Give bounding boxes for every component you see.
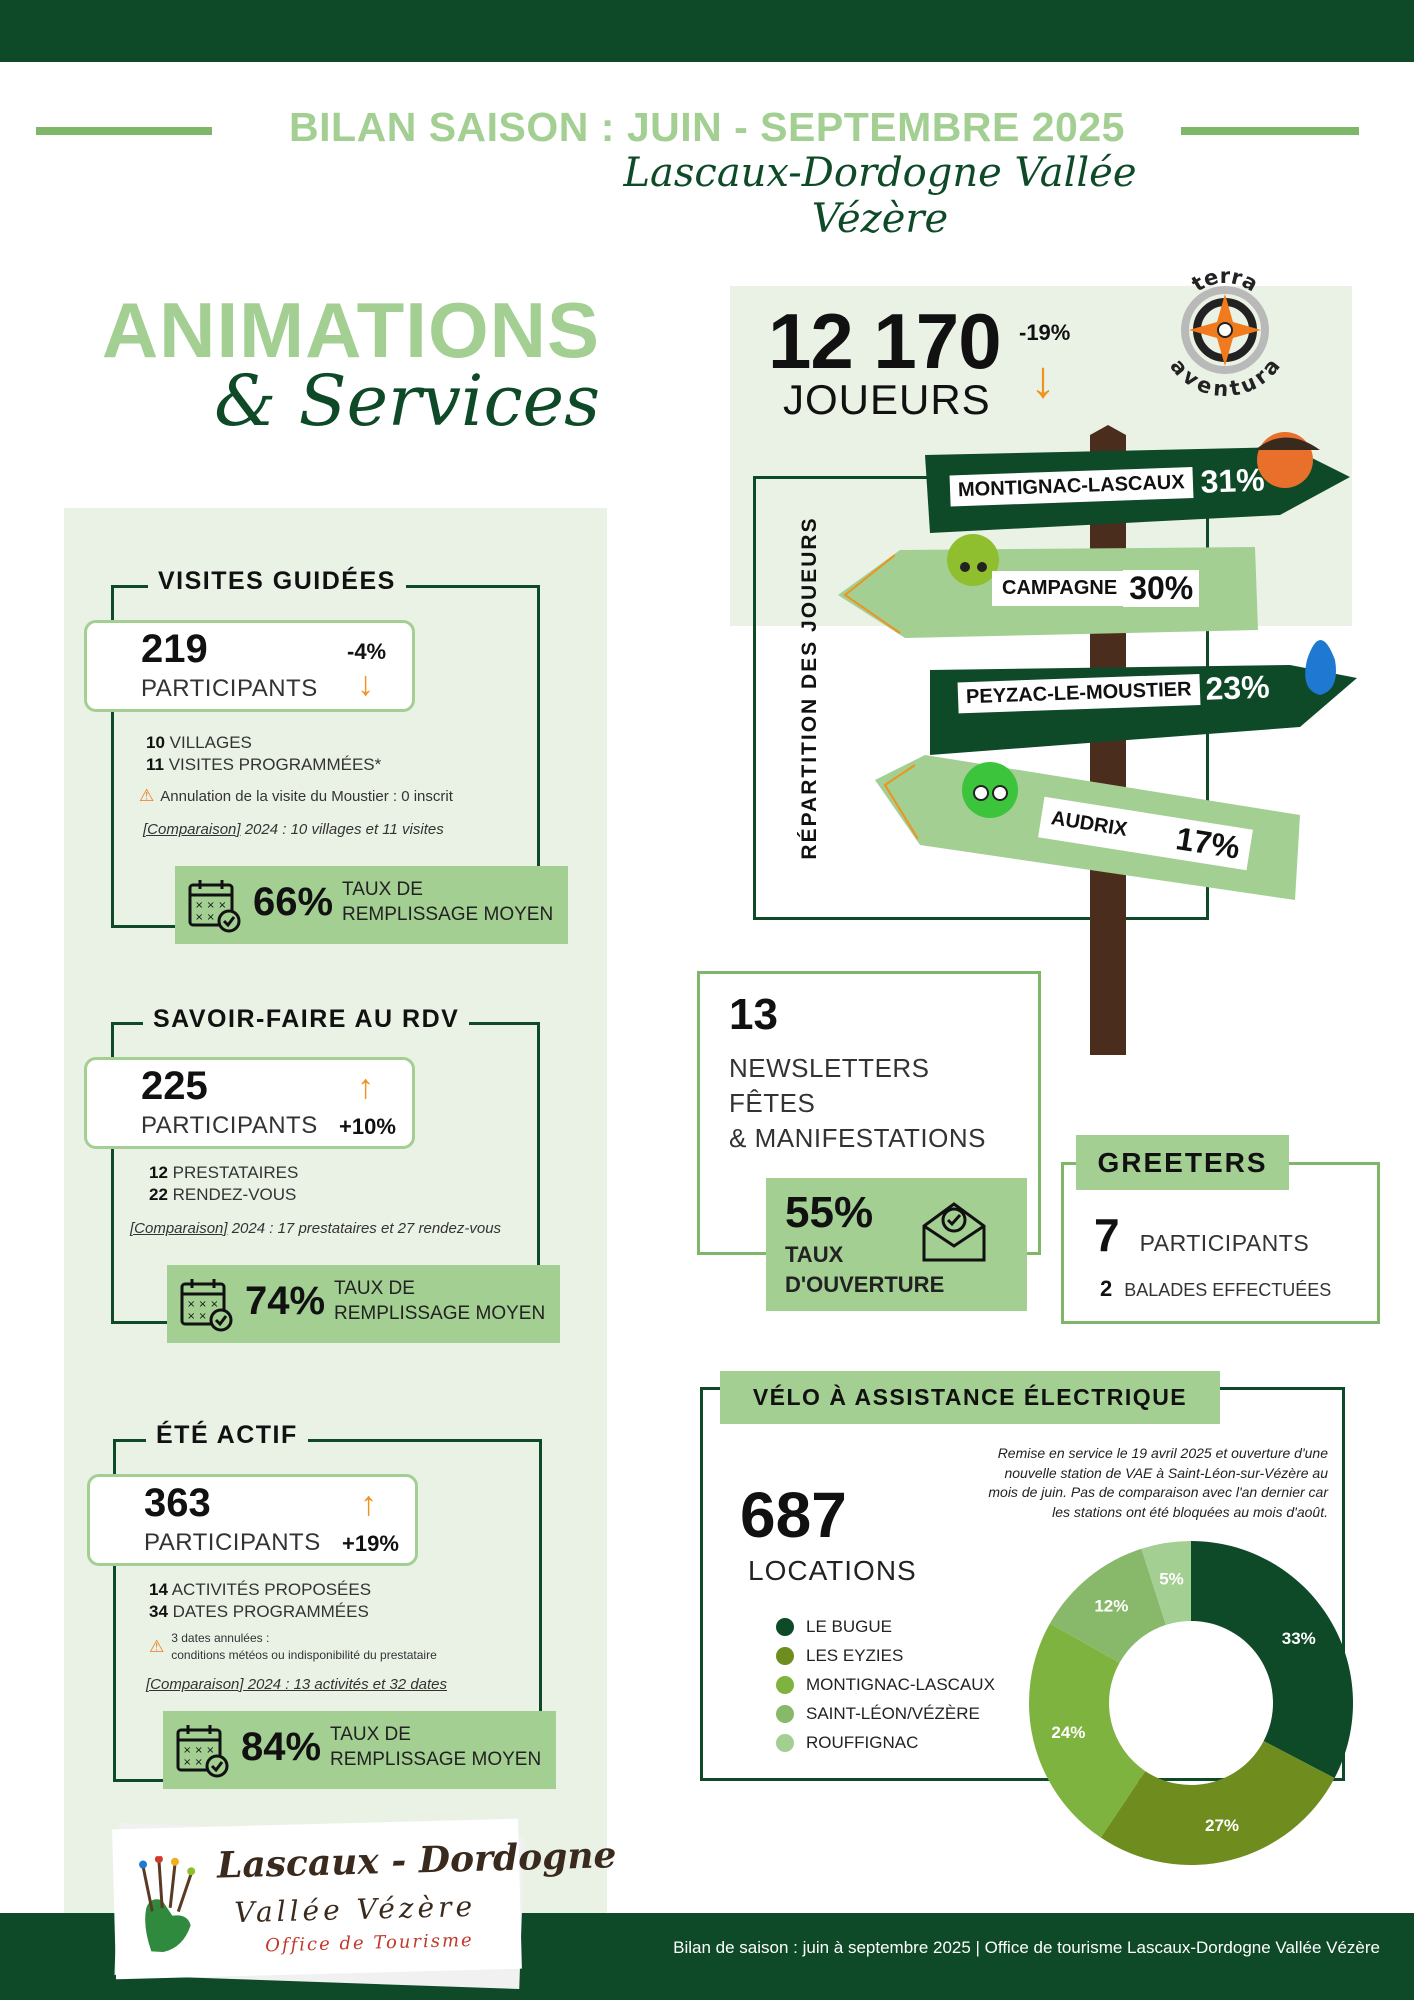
joueurs-number: 12 170 (768, 297, 1001, 385)
svg-text:× × ×: × × × (195, 900, 227, 911)
newsletters-rate-box (766, 1178, 1027, 1311)
legend-item (776, 1699, 995, 1728)
legend-label: LES EYZIES (806, 1645, 904, 1665)
footer-text: Bilan de saison : juin à septembre 2025 | Office de tourisme Lascaux-Dordogne Vallée Vézère (673, 1938, 1380, 1957)
visites-detail-1: 10 VILLAGES (146, 733, 252, 752)
arrow-down-icon: ↓ (357, 665, 374, 703)
legend-swatch (776, 1647, 794, 1665)
arrow-up-icon: ↑ (357, 1068, 374, 1106)
section-title-services: & Services (214, 360, 600, 442)
svg-text:× ×: × × (195, 912, 215, 923)
ete-participants-label: PARTICIPANTS (144, 1529, 321, 1556)
newsletters-rate-label: TAUX D'OUVERTURE (785, 1242, 945, 1297)
legend-item (776, 1670, 995, 1699)
ete-change: +19% (342, 1531, 399, 1556)
visites-change: -4% (347, 639, 387, 664)
visites-detail-2: 11 VISITES PROGRAMMÉES* (146, 755, 382, 774)
legend-swatch (776, 1705, 794, 1723)
sign-audrix: AUDRIX 17% (1038, 797, 1253, 870)
donut-label: 12% (1094, 1596, 1129, 1616)
arrow-up-icon: ↑ (360, 1485, 377, 1523)
donut-label: 5% (1159, 1569, 1184, 1589)
warning-icon: ⚠ (139, 786, 155, 805)
legend-swatch (776, 1618, 794, 1636)
savoir-detail-2: 22 RENDEZ-VOUS (149, 1185, 297, 1204)
arrow-down-icon: ↓ (1030, 351, 1056, 409)
savoir-rate: 74% (245, 1279, 326, 1323)
vae-donut-chart (1026, 1538, 1356, 1868)
logo-line-2: Vallée Vézère (233, 1889, 477, 1930)
greeters-balades: 2 BALADES EFFECTUÉES (1100, 1276, 1332, 1301)
svg-text:terra: terra (1187, 263, 1262, 297)
legend-swatch (776, 1734, 794, 1752)
joueurs-change: -19% (1019, 320, 1071, 345)
newsletters-rate: 55% (785, 1188, 874, 1237)
vae-number: 687 (740, 1479, 847, 1551)
legend-item (776, 1728, 995, 1757)
savoir-rate-label: TAUX DE REMPLISSAGE MOYEN (334, 1278, 546, 1324)
ete-participants-card (87, 1474, 418, 1566)
legend-label: SAINT-LÉON/VÉZÈRE (806, 1703, 980, 1723)
savoir-comparison: [Comparaison] 2024 : 17 prestataires et 27 rendez-vous (130, 1220, 502, 1237)
svg-text:aventura: aventura (1165, 354, 1285, 398)
visites-rate-label: TAUX DE REMPLISSAGE MOYEN (342, 879, 554, 925)
visites-warning: ⚠ Annulation de la visite du Moustier : 0 inscrit (139, 786, 453, 805)
svg-text:× × ×: × × × (183, 1745, 215, 1756)
newsletters-number: 13 (729, 990, 778, 1039)
logo-card (112, 1819, 617, 1980)
newsletters-text: NEWSLETTERS FÊTES & MANIFESTATIONS (729, 1053, 986, 1154)
hand-paintbrush-icon (131, 1855, 206, 1957)
vae-note: Remise en service le 19 avril 2025 et ouverture d'une nouvelle station de VAE à Saint-Léon-sur-Vézère au mois de juin. Pas de comparaison avec l'an dernier car les stations ont été bloquées au mois d'août. (988, 1445, 1328, 1520)
savoir-detail-1: 12 PRESTATAIRES (149, 1163, 299, 1182)
visites-participants-label: PARTICIPANTS (141, 675, 318, 702)
ete-warning: ⚠ 3 dates annulées : conditions météos ou indisponibilité du prestataire (149, 1631, 437, 1662)
visites-rate-box (175, 866, 568, 944)
ete-detail-2: 34 DATES PROGRAMMÉES (149, 1602, 369, 1621)
visites-comparison: [Comparaison] 2024 : 10 villages et 11 visites (143, 821, 444, 838)
calendar-icon (173, 1721, 231, 1779)
logo-line-3: Office de Tourisme (264, 1929, 474, 1957)
ete-rate: 84% (241, 1725, 322, 1769)
green-explorer-mascot-icon (962, 762, 1018, 818)
svg-text:× ×: × × (183, 1757, 203, 1768)
svg-text:× ×: × × (187, 1311, 207, 1322)
visites-label: VISITES GUIDÉES (148, 567, 406, 596)
savoir-change: +10% (339, 1114, 396, 1139)
logo-line-1: Lascaux - Dordogne (216, 1834, 617, 1887)
sign-montignac: MONTIGNAC-LASCAUX 31% (949, 462, 1265, 510)
visites-rate: 66% (253, 880, 334, 924)
signpost-illustration (830, 425, 1360, 1065)
savoir-rate-box (167, 1265, 560, 1343)
vae-label: VÉLO À ASSISTANCE ÉLECTRIQUE (720, 1371, 1220, 1424)
ete-label: ÉTÉ ACTIF (146, 1421, 308, 1450)
legend-label: LE BUGUE (806, 1616, 892, 1636)
legend-item (776, 1641, 995, 1670)
envelope-check-icon (918, 1196, 990, 1266)
donut-label: 33% (1281, 1628, 1316, 1648)
water-drop-mascot-icon (1305, 640, 1336, 695)
visites-number: 219 (141, 627, 208, 671)
vae-locations-label: LOCATIONS (748, 1555, 917, 1586)
donut-slice (1191, 1541, 1353, 1778)
ete-comparison: [Comparaison] 2024 : 13 activités et 32 dates (146, 1676, 448, 1693)
calendar-icon (177, 1275, 235, 1333)
legend-label: MONTIGNAC-LASCAUX (806, 1674, 995, 1694)
calendar-icon (185, 876, 243, 934)
page-title: BILAN SAISON : JUIN - SEPTEMBRE 2025 (289, 104, 1125, 150)
ete-rate-label: TAUX DE REMPLISSAGE MOYEN (330, 1724, 542, 1770)
legend-label: ROUFFIGNAC (806, 1732, 919, 1752)
svg-text:× × ×: × × × (187, 1299, 219, 1310)
ete-rate-box (163, 1711, 556, 1789)
repartition-label: RÉPARTITION DES JOUEURS (798, 516, 821, 860)
top-bar (0, 0, 1414, 62)
sign-campagne: CAMPAGNE 30% (992, 570, 1199, 607)
warning-icon: ⚠ (149, 1636, 165, 1656)
donut-label: 27% (1205, 1816, 1240, 1836)
sign-peyzac: PEYZAC-LE-MOUSTIER 23% (957, 669, 1270, 717)
joueurs-label: JOUEURS (783, 376, 991, 423)
savoir-participants-card (84, 1057, 415, 1149)
section-title-animations: ANIMATIONS (101, 286, 600, 374)
ete-detail-1: 14 ACTIVITÉS PROPOSÉES (149, 1580, 372, 1599)
donut-label: 24% (1051, 1723, 1086, 1743)
legend-swatch (776, 1676, 794, 1694)
vae-legend (776, 1612, 995, 1757)
savoir-participants-label: PARTICIPANTS (141, 1112, 318, 1139)
greeters-label: GREETERS (1076, 1135, 1289, 1190)
greeters-participants: 7 PARTICIPANTS (1094, 1209, 1310, 1261)
header-rule-left (36, 127, 212, 135)
page-subtitle: Lascaux-Dordogne Vallée Vézère (623, 150, 1137, 242)
savoir-number: 225 (141, 1064, 208, 1108)
terra-aventura-logo (1155, 258, 1295, 398)
ete-number: 363 (144, 1481, 211, 1525)
legend-item (776, 1612, 995, 1641)
visites-participants-card (84, 620, 415, 712)
savoir-label: SAVOIR-FAIRE AU RDV (143, 1005, 469, 1034)
